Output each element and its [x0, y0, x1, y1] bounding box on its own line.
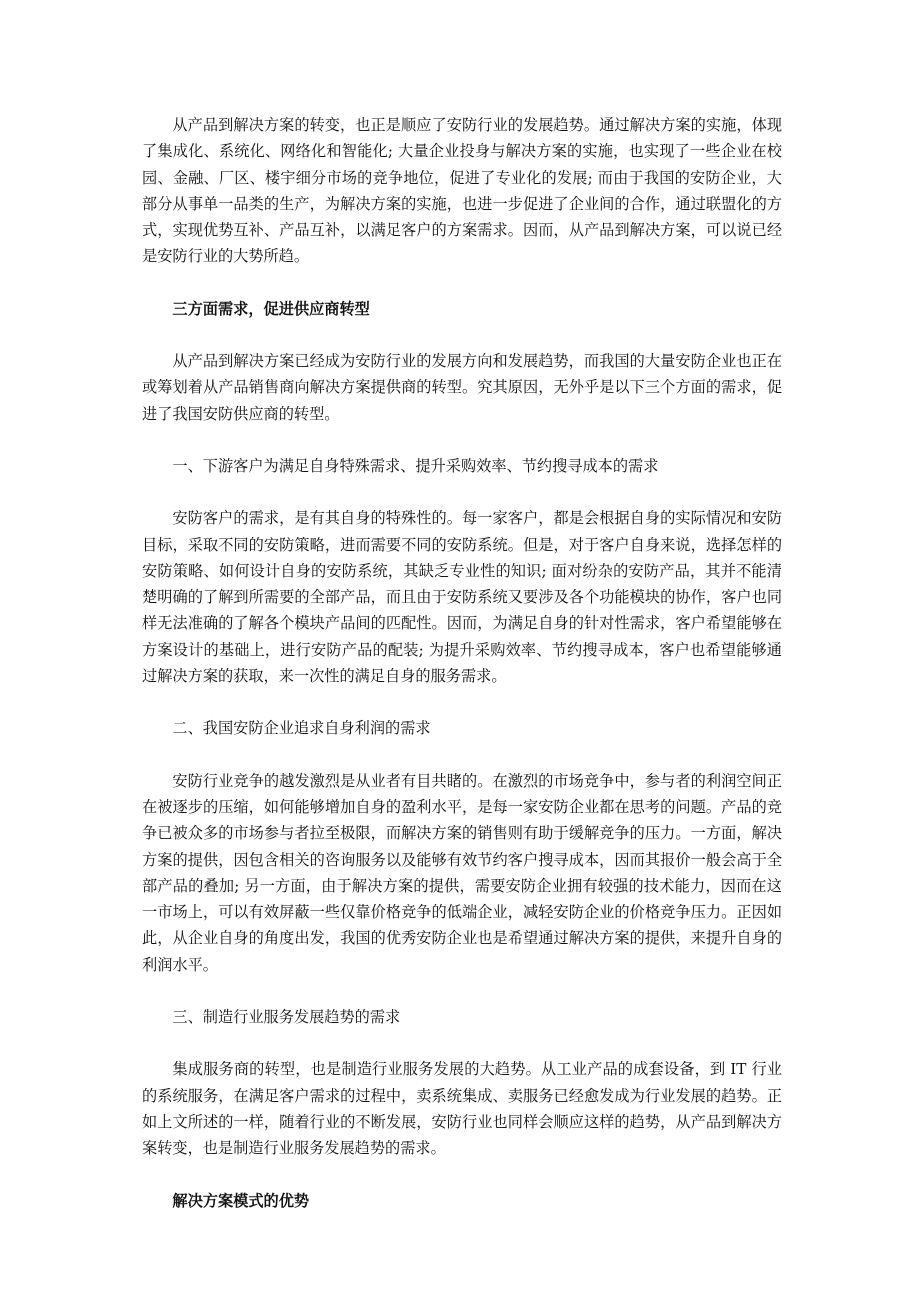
document-page [142, 112, 782, 1240]
paragraph-transition: 从产品到解决方案已经成为安防行业的发展方向和发展趋势，而我国的大量安防企业也正在或筹划着从产品销售商向解决方案提供商的转型。究其原因，无外乎是以下三个方面的需求，促进了我国安防供应商的转型。 [142, 352, 782, 423]
paragraph-customer-demand: 安防客户的需求，是有其自身的特殊性的。每一家客户，都是会根据自身的实际情况和安防目标，采取不同的安防策略，进而需要不同的安防系统。但是，对于客户自身来说，选择怎样的安防策略、如何设计自身的安防系统，其缺乏专业性的知识; 面对纷杂的安防产品，其并不能清楚明确的了解到所需要的全部产品，而且由于安防系统又要涉及各个功能模块的协作，客户也同样无法准确的了解各个模块产品间的匹配性。因而，为满足自身的针对性需求，客户希望能够在方案设计的基础上，进行安防产品的配装; 为提升采购效率、节约搜寻成本，客户也希望能够通过解决方案的获取，来一次性的满足自身的服务需求。 [142, 509, 782, 686]
paragraph-profit-demand: 安防行业竞争的越发激烈是从业者有目共睹的。在激烈的市场竞争中，参与者的利润空间正在被逐步的压缩，如何能够增加自身的盈利水平，是每一家安防企业都在思考的问题。产品的竞争已被众多的市场参与者拉至极限，而解决方案的销售则有助于缓解竞争的压力。一方面，解决方案的提供，因包含相关的咨询服务以及能够有效节约客户搜寻成本，因而其报价一般会高于全部产品的叠加; 另一方面，由于解决方案的提供，需要安防企业拥有较强的技术能力，因而在这一市场上，可以有效屏蔽一些仅靠价格竞争的低端企业，减轻安防企业的价格竞争压力。正因如此，从企业自身的角度出发，我国的优秀安防企业也是希望通过解决方案的提供，来提升自身的利润水平。 [142, 771, 782, 974]
section-heading-solution-advantages: 解决方案模式的优势 [172, 1191, 310, 1210]
subheading-manufacturing-trend: 三、制造行业服务发展趋势的需求 [172, 1008, 401, 1027]
subheading-customer-demand: 一、下游客户为满足自身特殊需求、提升采购效率、节约搜寻成本的需求 [172, 456, 659, 475]
paragraph-manufacturing-trend: 集成服务商的转型，也是制造行业服务发展的大趋势。从工业产品的成套设备，到 IT 行业的系统服务，在满足客户需求的过程中，卖系统集成、卖服务已经愈发成为行业发展的趋势。正如上文所述的一样，随着行业的不断发展，安防行业也同样会顺应这样的趋势，从产品到解决方案转变，也是制造行业服务发展趋势的需求。 [142, 1060, 782, 1158]
paragraph-intro: 从产品到解决方案的转变，也正是顺应了安防行业的发展趋势。通过解决方案的实施，体现了集成化、系统化、网络化和智能化; 大量企业投身与解决方案的实施，也实现了一些企业在校园、金融、厂区、楼宇细分市场的竞争地位，促进了专业化的发展; 而由于我国的安防企业，大部分从事单一品类的生产，为解决方案的实施，也进一步促进了企业间的合作，通过联盟化的方式，实现优势互补、产品互补，以满足客户的方案需求。因而，从产品到解决方案，可以说已经是安防行业的大势所趋。 [142, 116, 782, 266]
subheading-profit-demand: 二、我国安防企业追求自身利润的需求 [172, 719, 431, 738]
section-heading-three-demands: 三方面需求，促进供应商转型 [172, 299, 370, 318]
